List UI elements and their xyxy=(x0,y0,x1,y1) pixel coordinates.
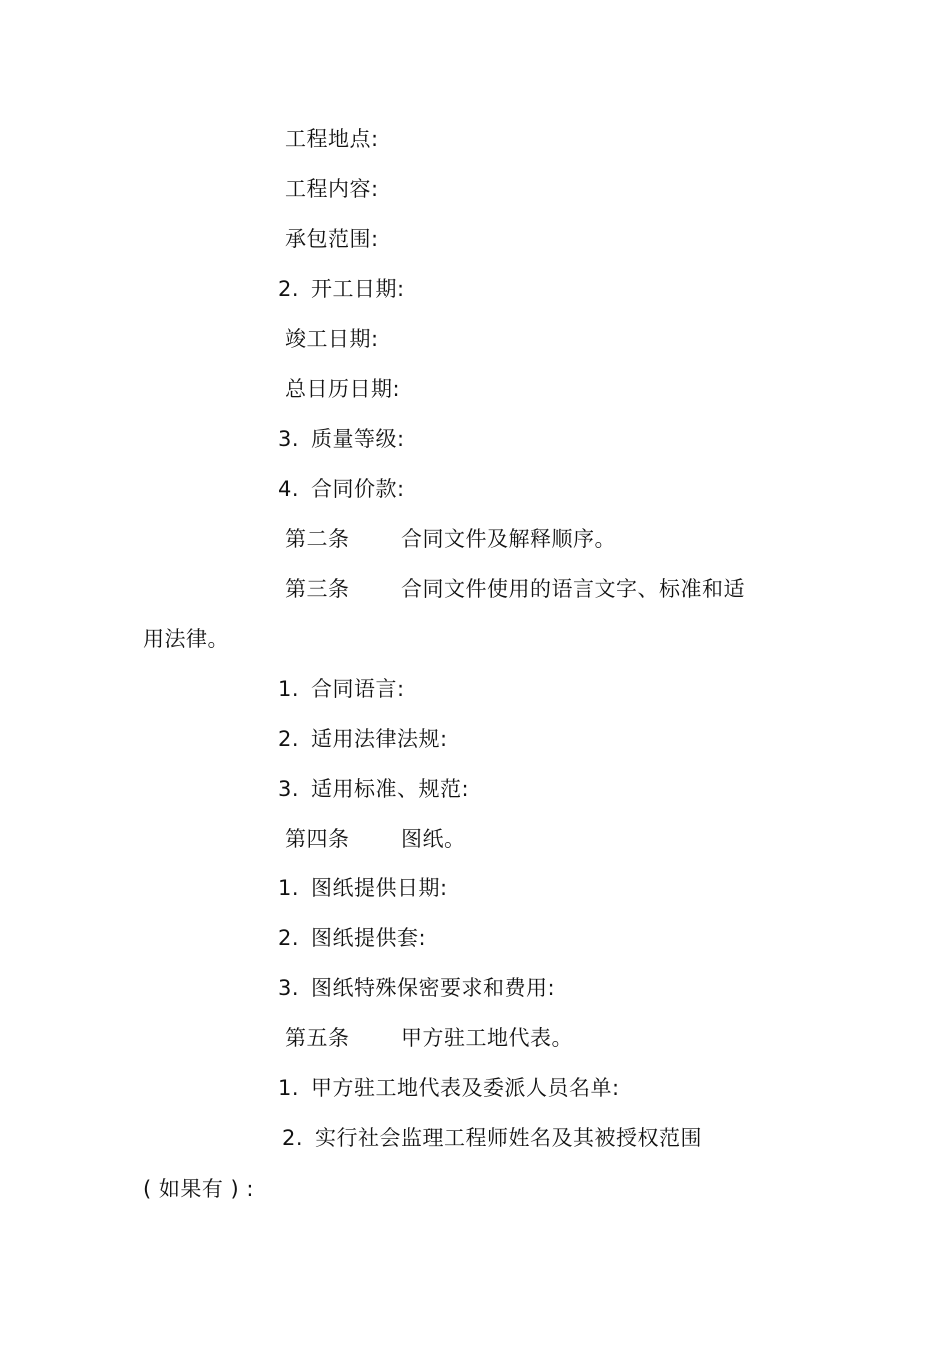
article-number: 第四条 xyxy=(285,827,350,851)
article-3-heading-continued xyxy=(143,625,229,653)
field-site-representative-list xyxy=(278,1074,620,1102)
article-number: 第五条 xyxy=(285,1026,350,1050)
article-title: 甲方驻工地代表。 xyxy=(401,1026,573,1050)
line-text: 用法律。 xyxy=(143,627,229,651)
line-text: 开工日期: xyxy=(311,277,405,301)
article-5-heading xyxy=(285,1024,573,1052)
field-contract-scope xyxy=(285,225,379,253)
item-number: 3. xyxy=(278,777,300,801)
article-4-heading xyxy=(285,825,466,853)
field-drawing-delivery-date xyxy=(278,874,448,902)
item-number: 2. xyxy=(278,727,300,751)
field-start-date xyxy=(278,275,405,303)
line-text: 总日历日期: xyxy=(285,377,401,401)
field-project-location xyxy=(285,125,379,153)
article-title: 图纸。 xyxy=(401,827,466,851)
field-project-content xyxy=(285,175,379,203)
field-total-calendar-days xyxy=(285,375,400,403)
line-text: 适用法律法规: xyxy=(311,727,448,751)
line-text: 图纸提供日期: xyxy=(311,876,448,900)
field-supervising-engineer xyxy=(282,1124,702,1152)
article-2-heading xyxy=(285,525,616,553)
line-text: ( 如果有 ) : xyxy=(143,1177,254,1201)
field-contract-language xyxy=(278,675,405,703)
item-number: 4. xyxy=(278,477,300,501)
article-number: 第三条 xyxy=(285,577,350,601)
field-drawing-confidentiality xyxy=(278,974,555,1002)
article-number: 第二条 xyxy=(285,527,350,551)
item-number: 2. xyxy=(282,1126,304,1150)
line-text: 图纸提供套: xyxy=(311,926,427,950)
field-contract-price xyxy=(278,475,405,503)
line-text: 实行社会监理工程师姓名及其被授权范围 xyxy=(315,1126,703,1150)
line-text: 承包范围: xyxy=(285,227,379,251)
line-text: 合同语言: xyxy=(311,677,405,701)
line-text: 图纸特殊保密要求和费用: xyxy=(311,976,556,1000)
article-title: 合同文件使用的语言文字、标准和适 xyxy=(401,577,745,601)
line-text: 合同价款: xyxy=(311,477,405,501)
field-drawing-sets xyxy=(278,924,426,952)
field-applicable-standards xyxy=(278,775,469,803)
line-text: 工程地点: xyxy=(285,127,379,151)
item-number: 1. xyxy=(278,876,300,900)
item-number: 2. xyxy=(278,926,300,950)
field-completion-date xyxy=(285,325,379,353)
line-text: 工程内容: xyxy=(285,177,379,201)
item-number: 1. xyxy=(278,677,300,701)
line-text: 质量等级: xyxy=(311,427,405,451)
item-number: 2. xyxy=(278,277,300,301)
article-title: 合同文件及解释顺序。 xyxy=(401,527,616,551)
line-text: 竣工日期: xyxy=(285,327,379,351)
field-supervising-engineer-continued xyxy=(143,1175,254,1203)
field-quality-grade xyxy=(278,425,405,453)
field-applicable-laws xyxy=(278,725,448,753)
line-text: 适用标准、规范: xyxy=(311,777,470,801)
item-number: 3. xyxy=(278,427,300,451)
article-3-heading xyxy=(285,575,745,603)
item-number: 3. xyxy=(278,976,300,1000)
line-text: 甲方驻工地代表及委派人员名单: xyxy=(311,1076,620,1100)
item-number: 1. xyxy=(278,1076,300,1100)
